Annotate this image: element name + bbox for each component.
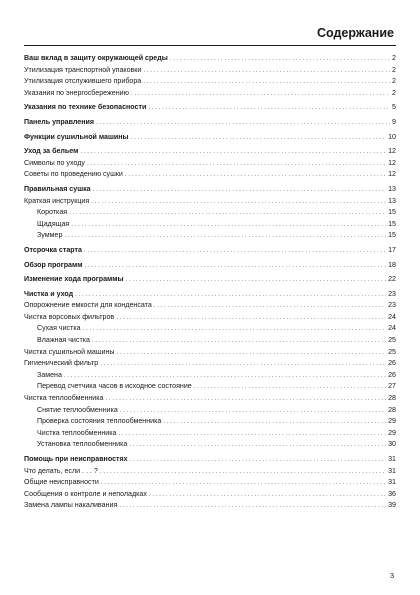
toc-leader-dots — [125, 171, 386, 178]
toc-leader-dots — [69, 209, 386, 216]
toc-entry-title: Чистка теплообменника — [24, 394, 104, 403]
toc-leader-dots — [131, 90, 390, 97]
toc-entry-page: 26 — [388, 370, 396, 379]
toc-entry-page: 25 — [388, 336, 396, 345]
toc-leader-dots — [126, 276, 387, 283]
toc-entry-title: Замена — [37, 370, 62, 379]
toc-entry-page: 36 — [388, 489, 396, 498]
toc-entry — [24, 170, 396, 182]
toc-leader-dots — [194, 383, 386, 390]
toc-leader-dots — [64, 372, 386, 379]
toc-entry-title: Функции сушильной машины — [24, 132, 129, 141]
toc-entry-page: 27 — [388, 382, 396, 391]
toc-entry — [24, 301, 396, 313]
toc-entry — [24, 467, 396, 479]
toc-entry-title: Щадящая — [37, 219, 70, 228]
toc-leader-dots — [116, 314, 386, 321]
toc-leader-dots — [154, 302, 386, 309]
toc-entry — [24, 429, 396, 441]
toc-leader-dots — [105, 395, 386, 402]
toc-entry-title: Чистка и уход — [24, 289, 74, 298]
toc-entry-page: 9 — [392, 117, 396, 126]
toc-entry-title: Что делать, если . . . ? — [24, 466, 98, 475]
toc-entry-title: Символы по уходу — [24, 158, 85, 167]
toc-leader-dots — [71, 221, 386, 228]
toc-entry-page: 28 — [388, 405, 396, 414]
toc-entry — [24, 490, 396, 502]
toc-leader-dots — [130, 456, 387, 463]
toc-entry-title: Зуммер — [37, 231, 63, 240]
toc-entry — [24, 103, 396, 115]
toc-entry-page: 12 — [388, 170, 396, 179]
toc-entry-title: Советы по проведению сушки — [24, 170, 123, 179]
toc-entry-page: 28 — [388, 394, 396, 403]
toc-entry-page: 12 — [388, 147, 396, 156]
toc-entry — [24, 406, 396, 418]
toc-leader-dots — [143, 67, 390, 74]
toc-leader-dots — [80, 148, 386, 155]
toc-entry-page: 24 — [388, 324, 396, 333]
toc-entry-page: 24 — [388, 312, 396, 321]
toc-entry-title: Снятие теплообменника — [37, 405, 118, 414]
toc-leader-dots — [101, 479, 386, 486]
toc-entry-title: Установка теплообменника — [37, 440, 128, 449]
toc-entry — [24, 324, 396, 336]
toc-leader-dots — [120, 407, 386, 414]
toc-leader-dots — [64, 232, 386, 239]
toc-entry-page: 31 — [388, 478, 396, 487]
toc-entry — [24, 220, 396, 232]
toc-entry-page: 29 — [388, 428, 396, 437]
toc-entry-page: 23 — [388, 301, 396, 310]
toc-entry-page: 10 — [388, 132, 396, 141]
toc-entry-title: Проверка состояния теплообменника — [37, 417, 162, 426]
toc-leader-dots — [131, 134, 387, 141]
toc-leader-dots — [163, 418, 386, 425]
toc-leader-dots — [118, 430, 386, 437]
toc-leader-dots — [75, 291, 386, 298]
toc-entry-page: 15 — [388, 231, 396, 240]
toc-entry-page: 26 — [388, 359, 396, 368]
header-divider — [24, 45, 396, 46]
toc-entry — [24, 440, 396, 452]
toc-entry-title: Утилизация транспортной упаковки — [24, 65, 142, 74]
toc-leader-dots — [96, 119, 390, 126]
toc-entry — [24, 197, 396, 209]
toc-entry-page: 30 — [388, 440, 396, 449]
toc-entry-title: Перевод счетчика часов в исходное состояние — [37, 382, 192, 391]
toc-entry — [24, 359, 396, 371]
toc-entry — [24, 118, 396, 130]
toc-entry — [24, 313, 396, 325]
toc-entry-page: 2 — [392, 54, 396, 62]
toc-entry — [24, 394, 396, 406]
toc-entry-page: 31 — [388, 466, 396, 475]
toc-entry-page: 18 — [388, 260, 396, 269]
toc-leader-dots — [100, 468, 386, 475]
toc-leader-dots — [117, 349, 387, 356]
toc-entry — [24, 159, 396, 171]
toc-entry-title: Опорожнение емкости для конденсата — [24, 301, 152, 310]
toc-leader-dots — [93, 186, 387, 193]
toc-entry-page: 2 — [392, 88, 396, 97]
toc-entry-title: Короткая — [37, 208, 68, 217]
toc-entry — [24, 348, 396, 360]
toc-entry-page: 25 — [388, 347, 396, 356]
toc-entry-title: Гигиенический фильтр — [24, 359, 99, 368]
toc-entry-title: Сообщения о контроле и неполадках — [24, 489, 147, 498]
toc-entry-title: Общие неисправности — [24, 478, 99, 487]
toc-leader-dots — [87, 160, 386, 167]
toc-leader-dots — [84, 262, 386, 269]
toc-entry — [24, 89, 396, 101]
toc-leader-dots — [84, 247, 386, 254]
toc-entry-title: Сухая чистка — [37, 324, 81, 333]
toc-entry-page: 12 — [388, 158, 396, 167]
toc-entry — [24, 185, 396, 197]
toc-entry — [24, 501, 396, 513]
toc-entry — [24, 290, 396, 302]
toc-entry-title: Отсрочка старта — [24, 245, 82, 254]
page-number: 3 — [389, 571, 394, 580]
toc-leader-dots — [119, 502, 386, 509]
toc-leader-dots — [129, 441, 386, 448]
toc-leader-dots — [149, 491, 386, 498]
toc-entry-page: 22 — [388, 275, 396, 284]
toc-entry-page: 15 — [388, 208, 396, 217]
toc-entry — [24, 66, 396, 78]
toc-entry-title: Указания по энергосбережению — [24, 88, 129, 97]
toc-entry-page: 13 — [388, 184, 396, 193]
toc-entry-title: Чистка ворсовых фильтров — [24, 312, 115, 321]
toc-leader-dots — [148, 104, 390, 111]
toc-entry-title: Помощь при неисправностях — [24, 455, 128, 463]
toc-entry — [24, 371, 396, 383]
toc-entry-title: Влажная чистка — [37, 336, 90, 345]
toc-leader-dots — [92, 337, 386, 344]
toc-entry-title: Правильная сушка — [24, 184, 91, 193]
toc-entry-title: Ваш вклад в защиту окружающей среды — [24, 54, 168, 62]
toc-entry — [24, 231, 396, 243]
toc-entry — [24, 147, 396, 159]
toc-entry — [24, 208, 396, 220]
toc-leader-dots — [91, 198, 386, 205]
toc-entry-title: Чистка теплообменника — [37, 428, 117, 437]
toc-entry — [24, 417, 396, 429]
toc-leader-dots — [100, 360, 386, 367]
toc-entry — [24, 336, 396, 348]
toc-entry-title: Панель управления — [24, 117, 95, 126]
toc-entry-page: 5 — [392, 103, 396, 112]
toc-entry — [24, 246, 396, 258]
toc-entry-page: 2 — [392, 77, 396, 86]
toc-entry — [24, 455, 396, 467]
toc-entry — [24, 77, 396, 89]
toc-entry-page: 17 — [388, 245, 396, 254]
page-title: Содержание — [316, 26, 394, 40]
toc-entry-title: Изменение хода программы — [24, 275, 124, 284]
toc-entry-page: 31 — [388, 455, 396, 463]
toc-leader-dots — [83, 325, 387, 332]
toc-entry — [24, 133, 396, 145]
toc-entry — [24, 382, 396, 394]
toc-leader-dots — [170, 55, 390, 62]
toc-entry — [24, 261, 396, 273]
toc-entry-title: Чистка сушильной машины — [24, 347, 115, 356]
toc-entry-title: Замена лампы накаливания — [24, 501, 118, 510]
toc-entry-page: 2 — [392, 65, 396, 74]
table-of-contents — [24, 54, 396, 513]
toc-entry-title: Уход за бельем — [24, 147, 79, 156]
toc-entry — [24, 275, 396, 287]
toc-entry-page: 23 — [388, 289, 396, 298]
toc-entry-title: Краткая инструкция — [24, 196, 90, 205]
toc-leader-dots — [143, 78, 390, 85]
toc-entry-page: 13 — [388, 196, 396, 205]
toc-entry-title: Утилизация отслужившего прибора — [24, 77, 142, 86]
toc-entry-page: 29 — [388, 417, 396, 426]
toc-entry-title: Указания по технике безопасности — [24, 103, 147, 112]
toc-entry-page: 15 — [388, 219, 396, 228]
toc-entry-title: Обзор программ — [24, 260, 83, 269]
toc-entry — [24, 478, 396, 490]
toc-entry — [24, 54, 396, 66]
toc-entry-page: 39 — [388, 501, 396, 510]
